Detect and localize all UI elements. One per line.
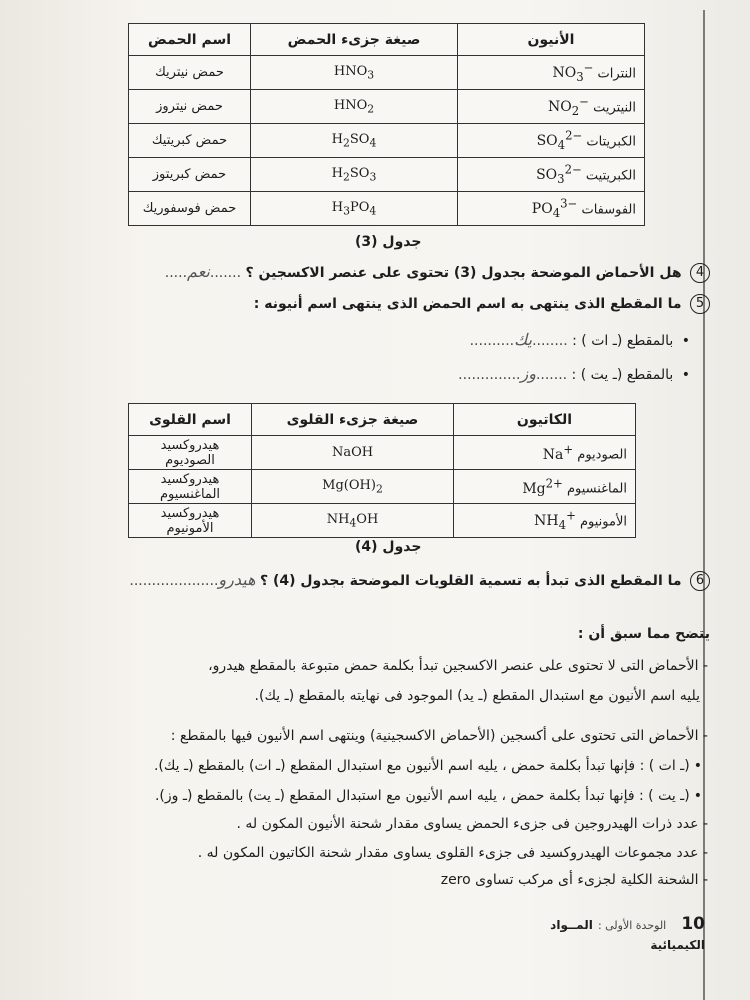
question-text: ما المقطع الذى تبدأ به تسمية القلويات الموضحة بجدول (4) ؟ [259, 573, 682, 589]
anion-cell [458, 124, 645, 158]
anion-cell [458, 90, 645, 124]
cation-formula: $Mg^{2+}$ [522, 476, 563, 497]
anion-formula: $SO_3^{2-}$ [536, 162, 582, 187]
anion-cell [458, 158, 645, 192]
summary-point-4: - عدد مجموعات الهيدروكسيد فى جزىء القلوى يساوى مقدار شحنة الكاتيون المكون له . [197, 845, 708, 861]
item-label: بالمقطع (ـ يت ) : [571, 367, 674, 383]
anion-name: الفوسفات [581, 202, 636, 218]
table3-caption: جدول (3) [355, 234, 422, 250]
cation-formula: Na+ [542, 442, 574, 463]
handwritten-answer: يك [514, 330, 533, 349]
table-row [129, 192, 645, 226]
table-row [129, 56, 645, 90]
anion-formula: $NO_2^-$ [548, 94, 589, 119]
summary-point-1: - الأحماض التى لا تحتوى على عنصر الاكسجين تبدأ بكلمة حمض متبوعة بالمقطع هيدرو، [208, 658, 708, 674]
table-row [129, 470, 636, 504]
question-6: 6 ما المقطع الذى تبدأ به تسمية القلويات الموضحة بجدول (4) ؟ هيدرو.................... [129, 570, 710, 591]
cation-cell [454, 504, 636, 538]
unit-title: المــواد الكيميائية [550, 918, 705, 952]
question-4: 4 هل الأحماض الموضحة بجدول (3) تحتوى على عنصر الاكسجين ؟ .......نعم..... [165, 262, 710, 283]
acid-name: حمض نيتريك [129, 56, 251, 90]
base-name: هيدروكسيد الماغنسيوم [129, 470, 252, 504]
header-anion: الأنيون [458, 24, 645, 56]
anion-name: النترات [597, 66, 636, 82]
question-number: 4 [690, 263, 710, 283]
cation-formula: $NH_4^+$ [534, 508, 576, 533]
cation-name: الماغنسيوم [566, 481, 627, 497]
header-base-name: اسم القلوى [129, 404, 252, 436]
header-cation: الكاتيون [454, 404, 636, 436]
anion-formula: $PO_4^{3-}$ [531, 196, 578, 221]
base-formula: $Mg(OH)_2$ [252, 470, 454, 504]
table-row [129, 436, 636, 470]
table-row [129, 90, 645, 124]
acid-formula: $H_3PO_4$ [251, 192, 458, 226]
acid-formula: $H_2SO_3$ [251, 158, 458, 192]
anion-formula: $NO_3^-$ [552, 60, 594, 85]
header-acid-name: اسم الحمض [129, 24, 251, 56]
handwritten-answer: نعم [187, 262, 210, 281]
base-formula: NaOH [252, 436, 454, 470]
summary-point-2a: •(ـ ات ) : فإنها تبدأ بكلمة حمض ، يليه اسم الأنيون مع استبدال المقطع (ـ ات) بالمقطع (ـ يك). [153, 758, 702, 774]
table-row [129, 158, 645, 192]
anion-name: الكبريتيت [585, 168, 636, 184]
question-5-item-1: • بالمقطع (ـ ات ) : ........يك.......... [469, 330, 690, 349]
table-header-row [129, 404, 636, 436]
summary-point-5: - الشحنة الكلية لجزىء أى مركب تساوى zero [440, 872, 708, 888]
anion-formula: $SO_4^{2-}$ [536, 128, 583, 153]
table4-caption: جدول (4) [355, 539, 422, 555]
question-5-item-2: • بالمقطع (ـ يت ) : .......وز.............. [458, 364, 690, 383]
cation-name: الصوديوم [577, 447, 627, 463]
summary-intro: يتضح مما سبق أن : [577, 626, 710, 642]
summary-point-1-cont: يليه اسم الأنيون مع استبدال المقطع (ـ يد) الموجود فى نهايته بالمقطع (ـ يك). [254, 688, 700, 704]
question-number: 6 [690, 571, 710, 591]
summary-point-2: - الأحماض التى تحتوى على أكسجين (الأحماض الاكسجينية) وينتهى اسم الأنيون فيها بالمقطع : [170, 728, 708, 744]
base-name: هيدروكسيد الأمونيوم [129, 504, 252, 538]
anion-cell [458, 192, 645, 226]
anion-cell [458, 56, 645, 90]
question-text: هل الأحماض الموضحة بجدول (3) تحتوى على عنصر الاكسجين ؟ [245, 265, 682, 281]
cation-cell [454, 436, 636, 470]
handwritten-answer: هيدرو [218, 570, 256, 589]
table-header-row [129, 24, 645, 56]
question-number: 5 [690, 294, 710, 314]
cation-cell [454, 470, 636, 504]
acid-name: حمض كبريتيك [129, 124, 251, 158]
bases-table [128, 403, 636, 538]
unit-label: الوحدة الأولى : [597, 919, 667, 932]
table-row [129, 124, 645, 158]
acid-name: حمض نيتروز [129, 90, 251, 124]
summary-point-3: - عدد ذرات الهيدروجين فى جزىء الحمض يساوى مقدار شحنة الأنيون المكون له . [236, 816, 708, 832]
question-text: ما المقطع الذى ينتهى به اسم الحمض الذى ينتهى اسم أنيونه : [253, 296, 682, 312]
item-label: بالمقطع (ـ ات ) : [572, 333, 674, 349]
cation-name: الأمونيوم [579, 514, 627, 530]
acid-formula: $H_2SO_4$ [251, 124, 458, 158]
anion-name: النيتريت [593, 100, 636, 116]
base-formula: $NH_4OH$ [252, 504, 454, 538]
header-acid-formula: صيغة جزىء الحمض [251, 24, 458, 56]
page-number: 10 [681, 914, 705, 934]
base-name: هيدروكسيد الصوديوم [129, 436, 252, 470]
acid-name: حمض فوسفوريك [129, 192, 251, 226]
acid-name: حمض كبريتوز [129, 158, 251, 192]
header-base-formula: صيغة جزىء القلوى [252, 404, 454, 436]
table-row [129, 504, 636, 538]
page-footer [505, 914, 705, 953]
acids-table [128, 23, 645, 226]
summary-point-2b: •(ـ يت ) : فإنها تبدأ بكلمة حمض ، يليه اسم الأنيون مع استبدال المقطع (ـ يت) بالمقطع (ـ وز). [154, 788, 702, 804]
question-5 [254, 294, 710, 314]
acid-formula: $HNO_3$ [251, 56, 458, 90]
anion-name: الكبريتات [586, 134, 636, 150]
acid-formula: $HNO_2$ [251, 90, 458, 124]
handwritten-answer: وز [520, 364, 536, 383]
